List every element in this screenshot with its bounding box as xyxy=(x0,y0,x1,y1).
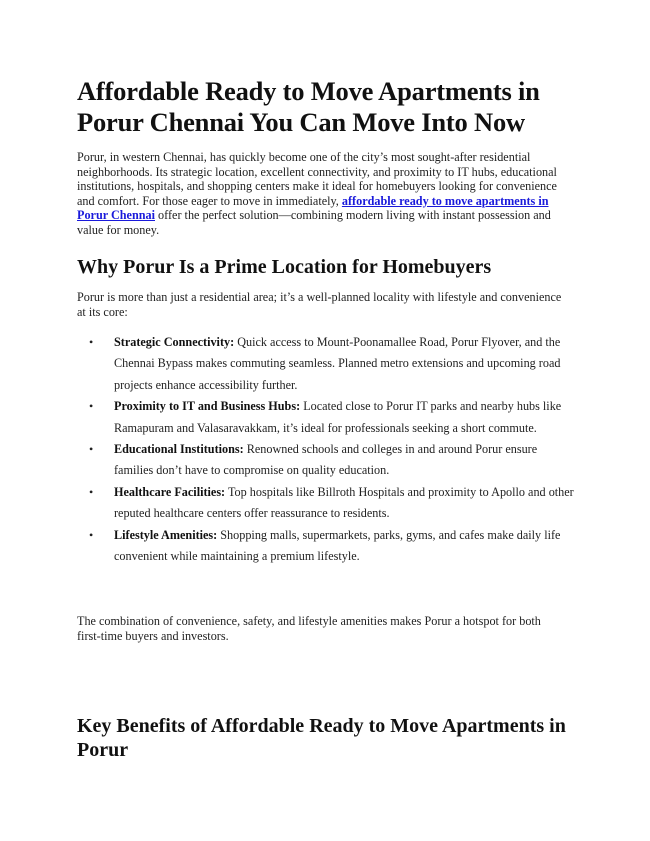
bullet-icon: • xyxy=(89,527,94,542)
list-item-label: Educational Institutions: xyxy=(114,442,244,457)
bullet-icon: • xyxy=(89,335,94,349)
list-item-label: Strategic Connectivity: xyxy=(114,335,235,349)
intro-text-after-link: offer the perfect solution—combining modern living with instant possession and value for money. xyxy=(77,208,551,237)
why-porur-lead-paragraph: Porur is more than just a residential area; it’s a well-planned locality with lifestyle and convenience at its core: xyxy=(77,290,562,319)
list-item xyxy=(77,482,577,525)
closing-paragraph: The combination of convenience, safety, and lifestyle amenities makes Porur a hotspot for both first-time buyers and investors. xyxy=(77,614,541,643)
list-item xyxy=(77,396,577,439)
bullet-icon: • xyxy=(89,442,94,457)
list-item-label: Healthcare Facilities: xyxy=(114,484,226,499)
location-features-list xyxy=(77,332,577,567)
list-item-text: Shopping malls, supermarkets, parks, gyms, and cafes make daily life convenient while maintaining a premium lifestyle. xyxy=(114,527,561,564)
bullet-icon: • xyxy=(89,484,94,499)
page-title: Affordable Ready to Move Apartments in Porur Chennai You Can Move Into Now xyxy=(77,76,540,137)
list-item-text: Renowned schools and colleges in and around Porur ensure families don’t have to compromise on quality education. xyxy=(114,442,538,478)
list-item-label: Proximity to IT and Business Hubs: xyxy=(114,399,301,414)
section-heading-key-benefits: Key Benefits of Affordable Ready to Move Apartments in Porur xyxy=(77,715,566,761)
list-item xyxy=(77,439,577,482)
list-item-text: Top hospitals like Billroth Hospitals and proximity to Apollo and other reputed healthcare centers offer reassurance to residents. xyxy=(114,484,574,521)
intro-paragraph xyxy=(77,150,567,238)
section-heading-why-porur: Why Porur Is a Prime Location for Homebuyers xyxy=(77,256,492,278)
list-item-text: Located close to Porur IT parks and nearby hubs like Ramapuram and Valasaravakkam, it’s ideal for professionals seeking a short commute. xyxy=(114,399,562,435)
list-item xyxy=(77,525,577,568)
list-item-text: Quick access to Mount-Poonamallee Road, Porur Flyover, and the Chennai Bypass makes commuting seamless. Planned metro extensions and upcoming road projects enhance accessibility further. xyxy=(114,335,561,392)
list-item xyxy=(77,332,577,396)
bullet-icon: • xyxy=(89,399,94,414)
list-item-label: Lifestyle Amenities: xyxy=(114,527,218,542)
intro-text-before-link: Porur, in western Chennai, has quickly become one of the city’s most sought-after residential neighborhoods. Its strategic location, excellent connectivity, and proximity to IT hubs, educational institutions, hospitals, and shopping centers make it ideal for homebuyers looking for convenience and comfort. For those eager to move in immediately, xyxy=(77,150,557,208)
apartments-porur-link[interactable]: affordable ready to move apartments in Porur Chennai xyxy=(77,193,549,223)
